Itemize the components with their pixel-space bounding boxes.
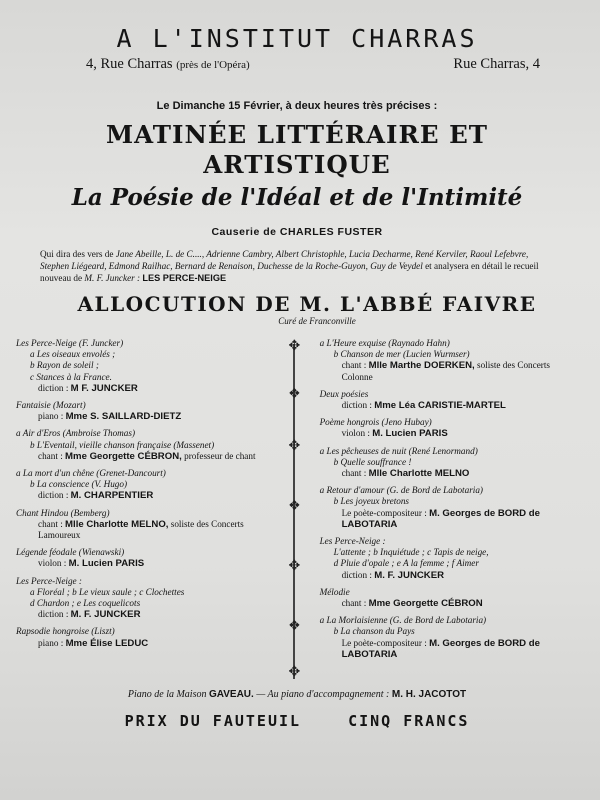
- performer-role: chant :: [341, 360, 367, 371]
- piece-title: Les Perce-Neige (F. Juncker): [16, 338, 124, 348]
- program-item: [320, 485, 580, 530]
- program-item: [16, 468, 280, 502]
- performer-note: soliste des Concerts Colonne: [341, 360, 550, 382]
- fleuron-icon: ❖: [288, 619, 301, 634]
- piece-subtitle: b La chanson du Pays: [333, 626, 415, 637]
- performer-line: [320, 598, 580, 609]
- accompanist: M. H. JACOTOT: [391, 689, 467, 700]
- program-item: [16, 338, 280, 394]
- piece-title: Mélodie: [319, 586, 350, 597]
- performer-role: Le poète-compositeur :: [341, 507, 427, 518]
- piece-title: a Retour d'amour (G. de Bord de Labotaria): [319, 485, 483, 496]
- piece-title: a Les pêcheuses de nuit (René Lenormand): [319, 445, 478, 456]
- fleuron-icon: ✥: [288, 559, 301, 574]
- piece-subtitle: b Les joyeux bretons: [333, 496, 410, 507]
- allocution-heading: ALLOCUTION DE M. L'ABBÉ FAIVRE: [77, 292, 537, 316]
- piece-subtitle: b Chanson de mer (Lucien Wurmser): [333, 349, 470, 360]
- performer-name: M. Georges de BORD de LABOTARIA: [341, 637, 540, 660]
- piece-title: Les Perce-Neige :: [319, 536, 386, 547]
- main-title: MATINÉE LITTÉRAIRE ET ARTISTIQUE: [105, 120, 488, 179]
- piece-title: Fantaisie (Mozart): [16, 400, 86, 411]
- fleuron-icon: ❖: [288, 499, 301, 514]
- performer-note: professeur de chant: [184, 450, 256, 461]
- performer-name: M. F. JUNCKER: [374, 569, 445, 581]
- performer-name: M. Georges de BORD de LABOTARIA: [341, 507, 540, 530]
- performer-name: Mme S. SAILLARD-DIETZ: [65, 411, 182, 423]
- piano-brand: GAVEAU.: [208, 689, 254, 700]
- performer-name: M F. JUNCKER: [70, 382, 138, 394]
- performer-line: [16, 490, 280, 501]
- program-left-column: [14, 338, 280, 683]
- performer-role: diction :: [38, 490, 69, 501]
- program-item: [16, 547, 280, 569]
- performer-name: Mlle Marthe DOERKEN,: [368, 360, 475, 372]
- program-item: [320, 446, 580, 480]
- piece-subtitle: b Rayon de soleil ;: [30, 360, 99, 371]
- performer-name: Mlle Charlotte MELNO,: [65, 518, 169, 530]
- performer-role: piano :: [38, 411, 64, 422]
- performer-line: [16, 638, 280, 649]
- performer-role: piano :: [38, 637, 64, 648]
- performer-name: M. CHARPENTIER: [70, 490, 154, 502]
- performer-line: [320, 468, 580, 479]
- performer-name: Mlle Charlotte MELNO: [368, 468, 470, 480]
- piece-subtitle: b L'Eventail, vieille chanson française (Massenet): [30, 439, 215, 450]
- piece-title: a La Morlaisienne (G. de Bord de Labotaria): [319, 615, 487, 626]
- performer-role: chant :: [38, 450, 63, 461]
- piece-subtitle: a Floréal ; b Le vieux saule ; c Clochettes: [30, 586, 185, 597]
- piece-title: a L'Heure exquise (Raynado Hahn): [319, 338, 450, 348]
- piece-title: Chant Hindou (Bemberg): [16, 507, 110, 518]
- performer-role: diction :: [341, 569, 372, 580]
- performer-role: diction :: [38, 609, 69, 620]
- poet-list: Jane Abeille, L. de C...., Adrienne Cambry, Albert Christophle, Lucia Decharme, René Kerviler, Raoul Lefebvre, Stephen Liégeard, Edmond Railhac, Bernard de Renaison, Duchesse de la Roche-Guyon, Guy de Veydel: [40, 249, 529, 271]
- performer-name: Mme Georgette CÉBRON,: [65, 450, 182, 462]
- performer-role: violon :: [341, 428, 370, 439]
- performer-note: soliste des Concerts Lamoureux: [38, 518, 244, 541]
- program-item: [16, 508, 280, 542]
- program: [14, 338, 580, 683]
- performer-name: Mme Élise LEDUC: [65, 637, 149, 649]
- performer-line: [16, 451, 280, 462]
- performer-role: diction :: [341, 400, 372, 411]
- address-right: Rue Charras, 4: [453, 56, 540, 72]
- address-row: [14, 56, 580, 76]
- performer-name: Mme Georgette CÉBRON: [368, 598, 483, 610]
- program-item: [320, 417, 580, 439]
- address-note: (près de l'Opéra): [176, 59, 250, 71]
- program-item: [320, 615, 580, 660]
- program-right-column: [308, 338, 580, 683]
- performer-role: violon :: [38, 558, 67, 569]
- piece-title: a Air d'Eros (Ambroise Thomas): [16, 428, 136, 439]
- piece-title: Deux poésies: [319, 388, 369, 399]
- date-line: Le Dimanche 15 Février, à deux heures très précises :: [156, 100, 438, 112]
- venue-name: A L'INSTITUT CHARRAS: [116, 24, 478, 53]
- performer-role: chant :: [341, 468, 367, 479]
- piece-title: Rapsodie hongroise (Liszt): [16, 626, 115, 637]
- piece-title: a La mort d'un chêne (Grenet-Dancourt): [16, 468, 166, 479]
- performer-line: [320, 400, 580, 411]
- piano-credits: Piano de la Maison GAVEAU. — Au piano d'accompagnement : M. H. JACOTOT: [127, 689, 467, 700]
- cure-line: Curé de Franconville: [278, 316, 356, 326]
- piece-subtitle: b La conscience (V. Hugo): [30, 479, 128, 490]
- program-item: [320, 587, 580, 609]
- program-item: [16, 626, 280, 648]
- performer-line: [16, 609, 280, 620]
- program-item: [320, 389, 580, 411]
- performer-name: M. Lucien PARIS: [68, 558, 145, 570]
- address-left: 4, Rue Charras (près de l'Opéra): [86, 56, 250, 72]
- performer-role: chant :: [38, 518, 63, 529]
- causerie-line: Causerie de CHARLES FUSTER: [211, 226, 383, 238]
- performer-line: [320, 570, 580, 581]
- fleuron-icon: ❖: [288, 387, 301, 402]
- program-item: [320, 338, 580, 383]
- program-item: [16, 400, 280, 422]
- price-label: PRIX DU FAUTEUIL: [124, 712, 302, 730]
- book-title: LES PERCE-NEIGE: [142, 273, 227, 283]
- program-item: [320, 536, 580, 581]
- fleuron-icon: ✥: [288, 439, 301, 454]
- performer-line: [320, 428, 580, 439]
- piece-subtitle: b Quelle souffrance !: [333, 456, 412, 467]
- piece-subtitle: L'attente ; b Inquiétude ; c Tapis de neige,: [333, 547, 489, 558]
- piece-subtitle: d Chardon ; e Les coquelicots: [30, 598, 141, 609]
- verses-paragraph: Qui dira des vers de Jane Abeille, L. de C...., Adrienne Cambry, Albert Christophle, Lucia Decharme, René Kerviler, Raoul Lefebvre, Stephen Liégeard, Edmond Railhac, Bernard de Renaison, Duchesse de la Roche-Guyon, Guy de Veydel et analysera en détail le recueil nouveau de M. F. Juncker : LES PERCE-NEIGE: [40, 249, 539, 283]
- piece-title: Légende féodale (Wienawski): [16, 547, 125, 558]
- price-line: [14, 712, 580, 730]
- performer-line: [320, 360, 580, 382]
- performer-role: diction :: [38, 382, 69, 393]
- performer-name: M. F. JUNCKER: [70, 609, 141, 621]
- performer-role: chant :: [341, 598, 367, 609]
- fleuron-icon: ✥: [288, 665, 301, 680]
- performer-line: [16, 411, 280, 422]
- program-item: [16, 428, 280, 462]
- piece-title: Poème hongrois (Jeno Hubay): [319, 417, 432, 428]
- fleuron-icon: ✥: [288, 339, 301, 354]
- ornamental-divider: [280, 338, 307, 683]
- performer-line: [320, 638, 580, 660]
- performer-name: M. Lucien PARIS: [372, 428, 448, 440]
- performer-role: Le poète-compositeur :: [341, 637, 427, 648]
- performer-line: [16, 558, 280, 569]
- piece-title: Les Perce-Neige :: [16, 575, 82, 586]
- program-item: [16, 576, 280, 621]
- price-value: CINQ FRANCS: [348, 712, 470, 730]
- piece-subtitle: c Stances à la France.: [30, 371, 112, 382]
- performer-line: [16, 519, 280, 541]
- piece-subtitle: d Pluie d'opale ; e A la femme ; f Aimer: [333, 558, 479, 569]
- subtitle: La Poésie de l'Idéal et de l'Intimité: [71, 184, 523, 211]
- performer-name: Mme Léa CARISTIE-MARTEL: [374, 400, 506, 412]
- performer-line: [320, 508, 580, 530]
- performer-line: [16, 383, 280, 394]
- venue-header: [14, 24, 580, 54]
- piece-subtitle: a Les oiseaux envolés ;: [30, 349, 116, 360]
